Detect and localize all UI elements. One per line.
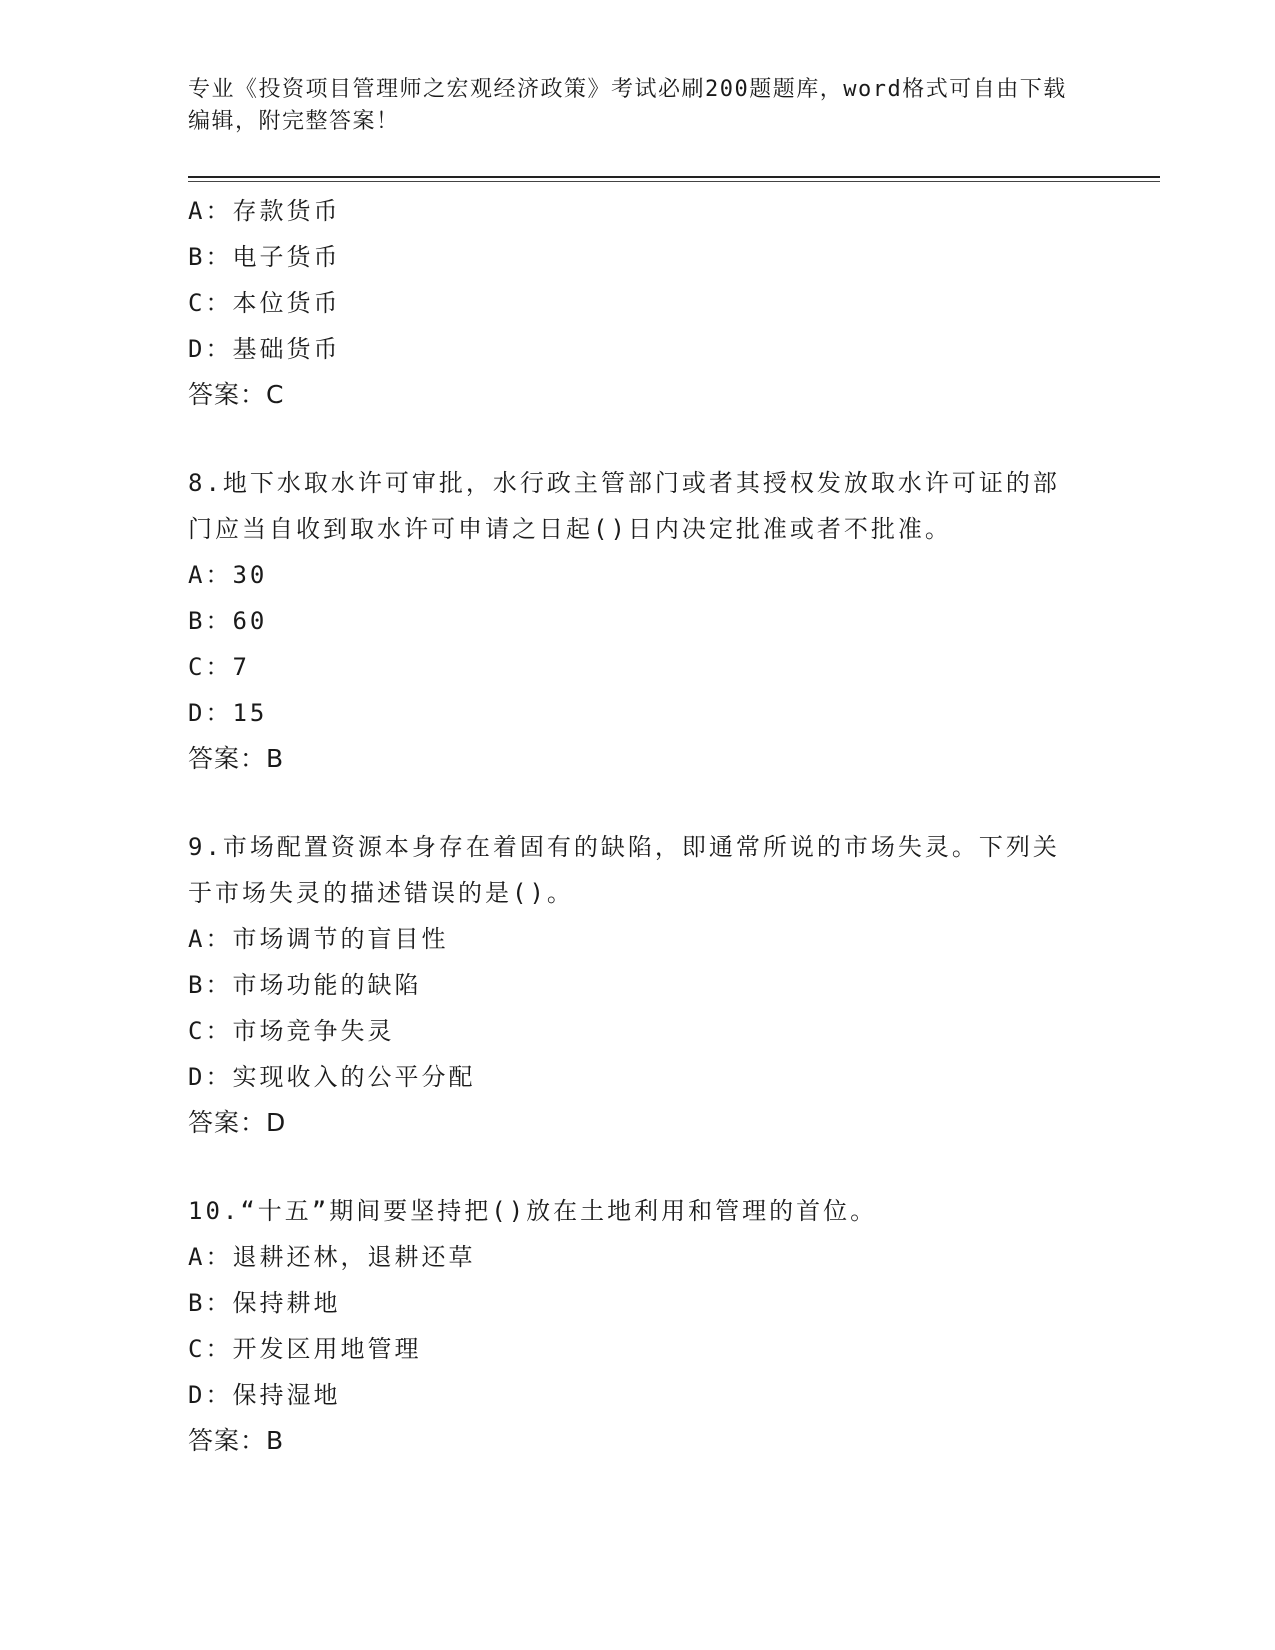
document-body [188,188,1068,1464]
option-a: A：退耕还林，退耕还草 [188,1243,476,1271]
header-divider-thick [188,176,1160,178]
option-b: B：60 [188,607,268,635]
question-9 [188,824,1068,1146]
answer: 答案：D [188,1108,287,1137]
option-b: B：市场功能的缺陷 [188,971,422,999]
question-10 [188,1188,1068,1464]
question-text: 10.“十五”期间要坚持把()放在土地利用和管理的首位。 [188,1197,878,1225]
option-d: D：实现收入的公平分配 [188,1063,476,1091]
option-c: C：市场竞争失灵 [188,1017,395,1045]
option-b: B：保持耕地 [188,1289,341,1317]
answer: 答案：C [188,380,285,409]
header-divider-thin [188,181,1160,182]
option-a: A：市场调节的盲目性 [188,925,449,953]
option-d: D：15 [188,699,268,727]
question-text: 9.市场配置资源本身存在着固有的缺陷，即通常所说的市场失灵。下列关于市场失灵的描述错误的是()。 [188,833,1060,907]
question-8 [188,460,1068,782]
option-c: C：开发区用地管理 [188,1335,422,1363]
answer: 答案：B [188,1426,285,1455]
question-7-continued [188,188,1068,418]
question-text: 8.地下水取水许可审批，水行政主管部门或者其授权发放取水许可证的部门应当自收到取水许可申请之日起()日内决定批准或者不批准。 [188,469,1060,543]
answer: 答案：B [188,744,285,773]
option-a: A：存款货币 [188,197,341,225]
option-c: C：7 [188,653,250,681]
document-header: 专业《投资项目管理师之宏观经济政策》考试必刷200题题库，word格式可自由下载编辑，附完整答案！ [188,77,1067,134]
option-b: B：电子货币 [188,243,341,271]
option-a: A：30 [188,561,268,589]
option-c: C：本位货币 [188,289,341,317]
option-d: D：基础货币 [188,335,341,363]
option-d: D：保持湿地 [188,1381,341,1409]
